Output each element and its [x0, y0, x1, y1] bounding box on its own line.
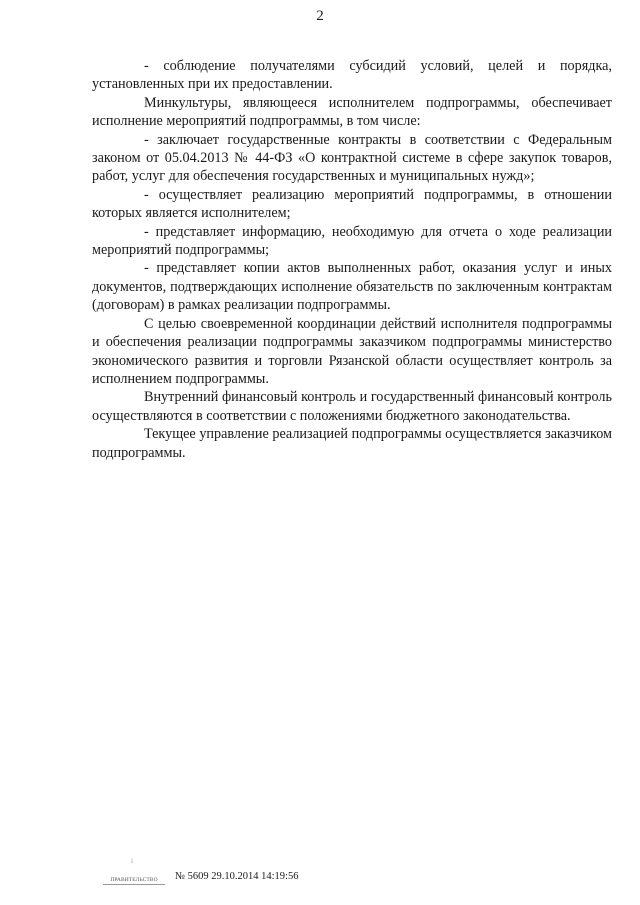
paragraph-3: - заключает государственные контракты в соответствии с Федеральным законом от 05.04.2013 № 44-ФЗ «О контрактной системе в сфере закупок товаров, работ, услуг для обеспечения государственных и муниципальных нужд»;: [92, 131, 612, 185]
document-body: [92, 57, 612, 462]
page-number: 2: [316, 8, 324, 24]
registration-stamp: [103, 857, 169, 885]
paragraph-7: С целью своевременной координации действий исполнителя подпрограммы и обеспечения реализации подпрограммы заказчиком подпрограммы министерство экономического развития и торговли Рязанской области осуществляет контроль за исполнением подпрограммы.: [92, 315, 612, 387]
paragraph-2: Минкультуры, являющееся исполнителем подпрограммы, обеспечивает исполнение мероприятий подпрограммы, в том числе:: [92, 94, 612, 130]
paragraph-6: - представляет копии актов выполненных работ, оказания услуг и иных документов, подтверждающих исполнение обязательств по заключенным контрактам (договорам) в рамках реализации подпрограммы.: [92, 260, 612, 314]
paragraph-4: - осуществляет реализацию мероприятий подпрограммы, в отношении которых является исполнителем;: [92, 186, 612, 222]
paragraph-5: - представляет информацию, необходимую для отчета о ходе реализации мероприятий подпрограммы;: [92, 223, 612, 259]
stamp-mark: i: [131, 857, 133, 865]
registration-number: № 5609 29.10.2014 14:19:56: [175, 871, 299, 882]
stamp-text: ПРАВИТЕЛЬСТВО: [110, 877, 158, 883]
registration-footer: [103, 855, 298, 885]
paragraph-1: - соблюдение получателями субсидий условий, целей и порядка, установленных при их предоставлении.: [92, 58, 612, 93]
paragraph-9: Текущее управление реализацией подпрограммы осуществляется заказчиком подпрограммы.: [92, 426, 612, 461]
paragraph-8: Внутренний финансовый контроль и государственный финансовый контроль осуществляются в соответствии с положениями бюджетного законодательства.: [92, 389, 612, 424]
stamp-box: [103, 870, 165, 885]
